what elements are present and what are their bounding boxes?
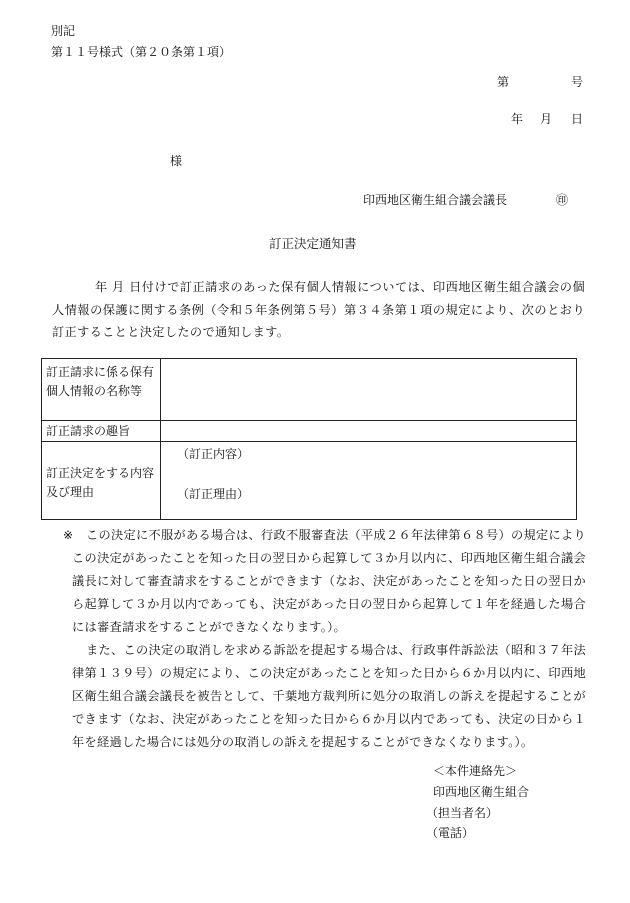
contact-person: （担当者名） <box>426 806 499 820</box>
correction-form-table <box>41 358 577 520</box>
seal-mark: ㊞ <box>556 193 569 207</box>
row3-label-cell <box>42 442 161 520</box>
row2-value-cell[interactable] <box>161 421 577 442</box>
row3-value-cell[interactable] <box>161 442 577 520</box>
sender-name: 印西地区衛生組合議会議長 <box>363 193 508 207</box>
row3-label: 訂正決定をする内容及び理由 <box>46 465 155 499</box>
document-title: 訂正決定通知書 <box>269 236 357 251</box>
row1-label: 訂正請求に係る保有個人情報の名称等 <box>46 365 155 398</box>
appendix-label: 別記 <box>51 24 76 38</box>
note-mark: ※ <box>63 528 74 542</box>
row2-label-cell <box>42 421 161 442</box>
table-row <box>42 421 577 442</box>
contact-heading: ＜本件連絡先＞ <box>433 764 518 778</box>
body-text: 年 月 日付けで訂正請求のあった保有個人情報については、印西地区衛生組合議会の個人情報の保護に関する条例（令和５年条例第５号）第３４条第１項の規定により、次のとおり訂正することと決定したので通知します。 <box>52 280 585 339</box>
addressee-honorific: 様 <box>170 154 183 168</box>
row1-value-cell[interactable] <box>161 359 577 421</box>
contact-organization: 印西地区衛生組合 <box>433 785 530 799</box>
date-month: 月 <box>540 112 553 126</box>
table-row <box>42 359 577 421</box>
correction-reason-label: （訂正理由） <box>177 487 250 501</box>
row2-label: 訂正請求の趣旨 <box>46 424 131 438</box>
note-paragraph-2: また、この決定の取消しを求める訴訟を提起する場合は、行政事件訴訟法（昭和３７年法律第１３９号）の規定により、この決定があったことを知った日から６か月以内に、印西地区衛生組合議会議長を被告として、千葉地方裁判所に処分の取消しの訴えを提起することができます（なお、決定があったことを知った日から６か月以内であっても、決定の日から１年を経過した場合には処分の取消しの訴えを提起することができなくなります。）。 <box>72 643 586 749</box>
table-row <box>42 442 577 520</box>
date-day: 日 <box>571 112 584 126</box>
date-year: 年 <box>511 112 524 126</box>
contact-phone: （電話） <box>426 826 475 840</box>
form-number: 第１１号様式（第２０条第１項） <box>51 45 232 59</box>
note-paragraph-1: この決定に不服がある場合は、行政不服審査法（平成２６年法律第６８号）の規定によりこの決定があったことを知った日の翌日から起算して３か月以内に、印西地区衛生組合議会議長に対して審査請求をすることができます（なお、決定があったことを知った日の翌日から起算して３か月以内であっても、決定があった日の翌日から起算して１年を経過した場合には審査請求をすることができなくなります。）。 <box>72 528 586 634</box>
row1-label-cell <box>42 359 161 421</box>
correction-content-label: （訂正内容） <box>177 447 250 461</box>
doc-number-suffix: 号 <box>571 75 584 89</box>
doc-number-prefix: 第 <box>497 75 510 89</box>
